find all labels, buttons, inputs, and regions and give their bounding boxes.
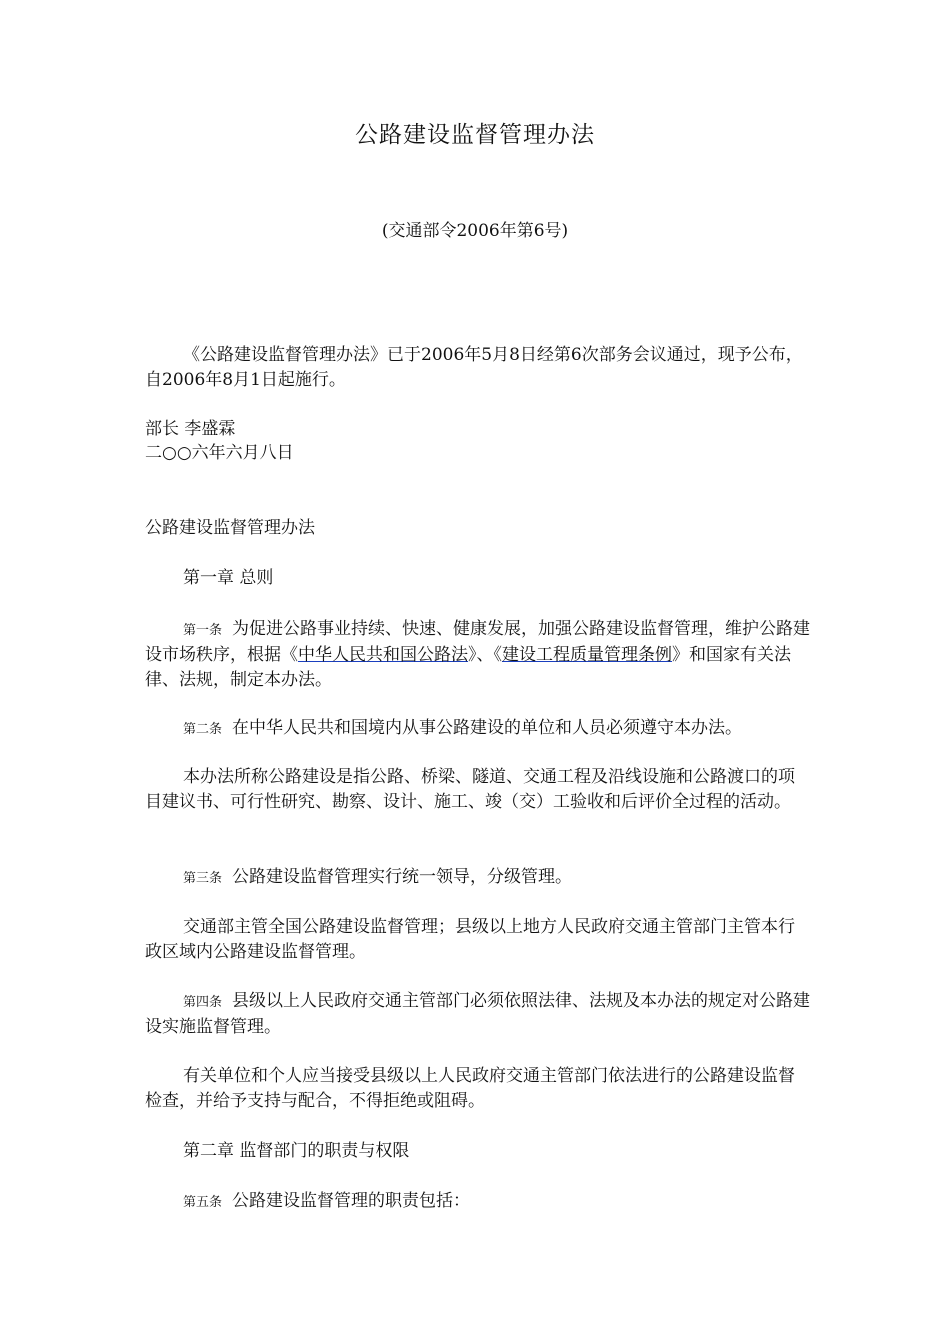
- article-4-paragraph-2: 有关单位和个人应当接受县级以上人民政府交通主管部门依法进行的公路建设监督检查，并给予支持与配合，不得拒绝或阻碍。: [145, 1066, 795, 1111]
- minister-signature: 部长 李盛霖: [145, 419, 236, 439]
- article-3-text: 公路建设监督管理实行统一领导，分级管理。: [232, 867, 573, 887]
- article-1-label: 第一条: [183, 623, 223, 638]
- promulgation-date: 二○○六年六月八日: [145, 443, 294, 463]
- article-4-paragraph: [145, 989, 810, 1040]
- article-5-label: 第五条: [183, 1195, 223, 1210]
- quality-regulation-link[interactable]: 建设工程质量管理条例: [502, 645, 672, 665]
- document-title: 公路建设监督管理办法: [355, 122, 595, 148]
- highway-law-link[interactable]: 中华人民共和国公路法: [298, 645, 468, 665]
- article-5-paragraph: [145, 1189, 810, 1215]
- article-5-text: 公路建设监督管理的职责包括：: [232, 1191, 471, 1211]
- article-3-paragraph-2: 交通部主管全国公路建设监督管理；县级以上地方人民政府交通主管部门主管本行政区域内公路建设监督管理。: [145, 917, 795, 962]
- article-1-paragraph: [145, 617, 810, 693]
- article-2-paragraph: [145, 716, 810, 742]
- article-2-paragraph-2: 本办法所称公路建设是指公路、桥梁、隧道、交通工程及沿线设施和公路渡口的项目建议书、可行性研究、勘察、设计、施工、竣（交）工验收和后评价全过程的活动。: [145, 767, 795, 812]
- chapter-1-heading: 第一章 总则: [183, 568, 274, 588]
- article-4-text: 县级以上人民政府交通主管部门必须依照法律、法规及本办法的规定对公路建设实施监督管理。: [145, 991, 811, 1037]
- document-subtitle: (交通部令2006年第6号): [381, 221, 569, 241]
- article-3-label: 第三条: [183, 871, 223, 886]
- article-2-label: 第二条: [183, 722, 223, 737]
- article-1-text-b: 》和国家有关法律、法规，制定本办法。: [145, 645, 791, 690]
- article-1-text-a: 为促进公路事业持续、快速、健康发展，加强公路建设监督管理，维护公路建设市场秩序，根据: [145, 619, 811, 665]
- chapter-2-heading: 第二章 监督部门的职责与权限: [183, 1141, 410, 1161]
- body-title: 公路建设监督管理办法: [145, 518, 315, 538]
- article-1-open-quote: 《: [281, 645, 298, 665]
- article-2-text: 在中华人民共和国境内从事公路建设的单位和人员必须遵守本办法。: [232, 718, 743, 738]
- article-1-mid-quote: 》、《: [468, 645, 502, 665]
- promulgation-paragraph: 《公路建设监督管理办法》已于2006年5月8日经第6次部务会议通过，现予公布，自2006年8月1日起施行。: [145, 345, 803, 390]
- article-3-paragraph: [145, 865, 810, 891]
- article-4-label: 第四条: [183, 995, 223, 1010]
